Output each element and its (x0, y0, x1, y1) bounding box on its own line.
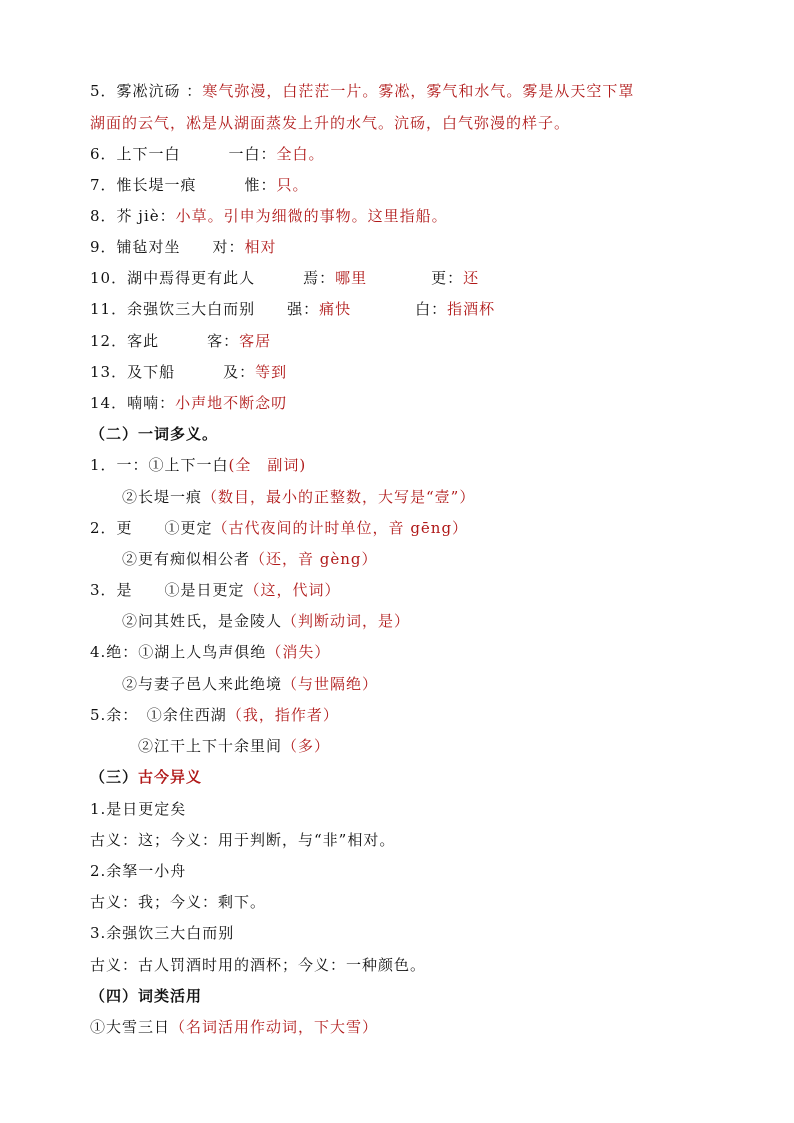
vocab-item-12 (90, 331, 271, 351)
vocab-item-5-cont (90, 113, 570, 133)
meaning: (全 副词) (228, 456, 307, 474)
poly-item (90, 674, 378, 694)
definition: 寒气弥漫，白茫茫一片。雾凇，雾气和水气。雾是从天空下罩 (202, 82, 635, 100)
ancient-item: 3.余强饮三大白而别 (90, 924, 235, 942)
vocab-item-11 (90, 299, 495, 319)
meaning: （古代夜间的计时单位，音 gēng） (212, 519, 469, 537)
poly-item (90, 580, 341, 600)
example: 1．一：①上下一白 (90, 456, 229, 474)
ancient-item: 1.是日更定矣 (90, 800, 187, 818)
poly-item (90, 705, 339, 725)
definition: 小声地不断念叨 (175, 394, 288, 412)
meaning: （还，音 gèng） (250, 550, 378, 568)
ancient-item: 2.余拏一小舟 (90, 862, 187, 880)
example: ②江干上下十余里间 (90, 737, 283, 755)
definition: 小草。引申为细微的事物。这里指船。 (175, 207, 448, 225)
meaning: （消失） (266, 643, 331, 661)
vocab-item-8 (90, 206, 448, 226)
vocab-item-14 (90, 393, 287, 413)
poly-item (90, 455, 306, 475)
definition: 指酒杯 (447, 300, 496, 318)
example: ②问其姓氏，是金陵人 (90, 612, 283, 630)
definition: 等到 (255, 363, 288, 381)
vocab-item-6 (90, 144, 325, 164)
poly-item (90, 549, 378, 569)
term: 13．及下船 及： (90, 363, 256, 381)
example: 3．是 ①是日更定 (90, 581, 245, 599)
example: 4.绝：①湖上人鸟声俱绝 (90, 643, 267, 661)
poly-item (90, 611, 410, 631)
definition: 客居 (239, 332, 272, 350)
meaning: （名词活用作动词，下大雪） (170, 1018, 379, 1036)
term: 8．芥 jiè： (90, 207, 176, 225)
vocab-item-10 (90, 268, 479, 288)
meaning: （数目，最小的正整数，大写是“壹”） (202, 488, 476, 506)
ancient-item: 古义：这；今义：用于判断，与“非”相对。 (90, 831, 396, 849)
term: 11．余强饮三大白而别 强： (90, 300, 320, 318)
poly-item (90, 518, 468, 538)
definition: 痛快 (319, 300, 352, 318)
example: 5.余： ①余住西湖 (90, 706, 227, 724)
term: 5．雾凇沆砀 ： (90, 82, 203, 100)
vocab-item-13 (90, 362, 287, 382)
definition: 哪里 (335, 269, 368, 287)
term: 10．湖中焉得更有此人 焉： (90, 269, 336, 287)
term: 更： (367, 269, 464, 287)
definition: 相对 (244, 238, 277, 256)
poly-item (90, 487, 475, 507)
meaning: （与世隔绝） (282, 675, 379, 693)
example: ②长堤一痕 (90, 488, 203, 506)
definition: 只。 (276, 176, 309, 194)
meaning: （多） (282, 737, 331, 755)
term: 6．上下一白 一白： (90, 145, 277, 163)
term: 白： (351, 300, 448, 318)
ancient-item: 古义：我；今义：剩下。 (90, 893, 267, 911)
definition: 还 (463, 269, 480, 287)
meaning: （我，指作者） (226, 706, 339, 724)
meaning: （这，代词） (244, 581, 341, 599)
section-heading-ancient-modern: （三）古今异义 (90, 768, 203, 786)
example: 2．更 ①更定 (90, 519, 213, 537)
poly-item (90, 642, 330, 662)
ancient-item: 古义：古人罚酒时用的酒杯；今义：一种颜色。 (90, 956, 427, 974)
definition: 湖面的云气，凇是从湖面蒸发上升的水气。沆砀，白气弥漫的样子。 (90, 114, 571, 132)
vocab-item-7 (90, 175, 309, 195)
example: ②与妻子邑人来此绝境 (90, 675, 283, 693)
term: 12．客此 客： (90, 332, 240, 350)
usage-item (90, 1017, 378, 1037)
meaning: （判断动词，是） (282, 612, 411, 630)
vocab-item-5 (90, 81, 634, 101)
example: ①大雪三日 (90, 1018, 171, 1036)
term: 7．惟长堤一痕 惟： (90, 176, 277, 194)
example: ②更有痴似相公者 (90, 550, 251, 568)
poly-item (90, 736, 330, 756)
section-heading-polysemy: （二）一词多义。 (90, 425, 219, 443)
definition: 全白。 (276, 145, 325, 163)
section-heading-word-usage: （四）词类活用 (90, 987, 203, 1005)
vocab-item-9 (90, 237, 277, 257)
term: 14．喃喃： (90, 394, 176, 412)
term: 9．铺毡对坐 对： (90, 238, 245, 256)
